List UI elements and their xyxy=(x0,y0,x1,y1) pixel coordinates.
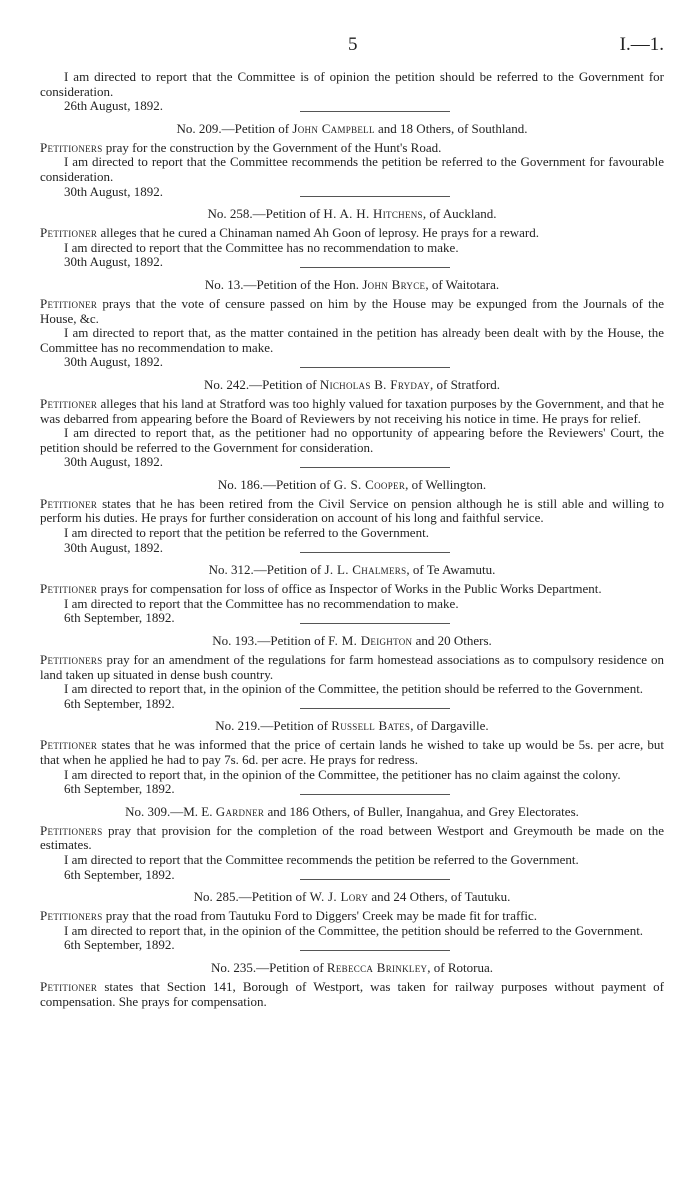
separator-rule xyxy=(300,467,450,468)
petition-entry xyxy=(40,879,664,953)
petition-summary xyxy=(40,909,664,924)
petition-number: No. 209.—Petition of xyxy=(176,120,293,136)
petition-origin: , of Rotorua. xyxy=(427,959,494,975)
petition-summary xyxy=(40,824,664,853)
page-number: 5 xyxy=(348,34,358,55)
petition-summary xyxy=(40,653,664,682)
petitioner-label: Petitioners xyxy=(40,908,103,924)
petition-entry xyxy=(40,950,664,1009)
petitioner-label: Petitioner xyxy=(40,978,98,994)
petitioner-label: Petitioner xyxy=(40,495,98,511)
petition-origin: , of Waitotara. xyxy=(425,276,500,292)
petition-entry xyxy=(40,794,664,882)
petitioner-label: Petitioner xyxy=(40,737,98,753)
report-date: 26th August, 1892. xyxy=(64,98,163,114)
petitioner-name: F. M. Deighton xyxy=(328,633,413,649)
petition-heading xyxy=(40,633,664,648)
petition-origin: , of Wellington. xyxy=(405,476,487,492)
petition-summary xyxy=(40,226,664,241)
petition-heading xyxy=(40,206,664,221)
petition-origin: , of Auckland. xyxy=(422,206,497,222)
separator-rule xyxy=(300,623,450,624)
petition-number: No. 242.—Petition of xyxy=(203,376,320,392)
petitioner-name: John Campbell xyxy=(292,120,375,136)
petition-summary xyxy=(40,582,664,597)
report-text: I am directed to report that the Committee recommends the petition be referred to the Government. xyxy=(64,851,579,867)
report-date: 30th August, 1892. xyxy=(64,254,163,270)
petition-summary xyxy=(40,397,664,426)
petition-origin: and 186 Others, of Buller, Inangahua, and Grey Electorates. xyxy=(264,803,579,819)
petition-origin: , of Te Awamutu. xyxy=(406,562,496,578)
separator-rule xyxy=(300,950,450,951)
petition-number: No. 13.—Petition of the Hon. xyxy=(204,276,363,292)
petition-number: No. 285.—Petition of xyxy=(193,889,310,905)
petitioner-name: H. A. H. Hitchens xyxy=(323,206,423,222)
petitioner-name: W. J. Lory xyxy=(309,889,369,905)
petitioner-name: Gardner xyxy=(215,803,265,819)
petitioner-name: Rebecca Brinkley xyxy=(326,959,428,975)
petition-origin: and 20 Others. xyxy=(412,633,492,649)
summary-text: pray that the road from Tautuku Ford to Diggers' Creek may be made fit for traffic. xyxy=(102,908,538,924)
petition-heading xyxy=(40,960,664,975)
petition-origin: , of Dargaville. xyxy=(410,718,489,734)
petition-summary xyxy=(40,297,664,326)
summary-text: prays that the vote of censure passed on him by the House may be expunged from the Journals of the House, &c. xyxy=(40,295,664,326)
petition-heading xyxy=(40,562,664,577)
petition-entry xyxy=(40,367,664,470)
petition-summary xyxy=(40,497,664,526)
petitioner-name: John Bryce xyxy=(362,276,426,292)
report-date: 30th August, 1892. xyxy=(64,183,163,199)
petition-heading xyxy=(40,277,664,292)
summary-text: states that he has been retired from the Civil Service on pension although he is still able and willing to perform his duties. He prays for further consideration on account of his long and faithful service. xyxy=(40,495,664,526)
continuation-block xyxy=(40,70,664,114)
petition-entry xyxy=(40,196,664,270)
petition-number: No. 309.—M. E. xyxy=(125,803,216,819)
petition-entry xyxy=(40,552,664,626)
report-date: 30th August, 1892. xyxy=(64,354,163,370)
separator-rule xyxy=(300,111,450,112)
summary-text: pray that provision for the completion of the road between Westport and Greymouth be made on the estimates. xyxy=(40,822,664,853)
report-date: 6th September, 1892. xyxy=(64,937,175,953)
report-text: I am directed to report that, in the opinion of the Committee, the petition should be referred to the Government. xyxy=(64,922,644,938)
separator-rule xyxy=(300,552,450,553)
petition-heading xyxy=(40,121,664,136)
report-date: 30th August, 1892. xyxy=(64,539,163,555)
report-text: I am directed to report that, in the opinion of the Committee, the petitioner has no claim against the colony. xyxy=(64,766,621,782)
petitioner-label: Petitioners xyxy=(40,139,103,155)
report-text: I am directed to report that the Committee has no recommendation to make. xyxy=(64,239,459,255)
separator-rule xyxy=(300,879,450,880)
report-text: I am directed to report that the petition be referred to the Government. xyxy=(64,525,429,541)
report-date: 6th September, 1892. xyxy=(64,610,175,626)
petitioner-name: J. L. Chalmers xyxy=(324,562,407,578)
separator-rule xyxy=(300,708,450,709)
separator-rule xyxy=(300,794,450,795)
report-date: 6th September, 1892. xyxy=(64,781,175,797)
petition-number: No. 312.—Petition of xyxy=(208,562,325,578)
petition-summary xyxy=(40,141,664,156)
report-date: 30th August, 1892. xyxy=(64,454,163,470)
petition-heading xyxy=(40,804,664,819)
petition-entry xyxy=(40,111,664,199)
separator-rule xyxy=(300,267,450,268)
separator-rule xyxy=(300,196,450,197)
page-header xyxy=(0,34,700,56)
report-text: I am directed to report that, as the petitioner had no opportunity of appearing before the Reviewers' Court, the petition should be referred to the Government for consideration. xyxy=(40,425,664,455)
petition-number: No. 219.—Petition of xyxy=(215,718,332,734)
petition-origin: and 24 Others, of Tautuku. xyxy=(368,889,511,905)
petitioner-name: G. S. Cooper xyxy=(333,476,406,492)
petition-heading xyxy=(40,477,664,492)
petition-entry xyxy=(40,623,664,711)
summary-text: alleges that his land at Stratford was too highly valued for taxation purposes by the Government, and that he was debarred from appearing before the Board of Reviewers by not receiving his notice in time. He prays for relief. xyxy=(40,395,664,426)
petition-origin: , of Stratford. xyxy=(430,376,501,392)
petitioner-label: Petitioner xyxy=(40,225,98,241)
petition-number: No. 186.—Petition of xyxy=(217,476,334,492)
petitioner-label: Petitioners xyxy=(40,652,103,668)
petition-origin: and 18 Others, of Southland. xyxy=(374,120,528,136)
petition-heading xyxy=(40,889,664,904)
petition-number: No. 193.—Petition of xyxy=(212,633,329,649)
petition-summary xyxy=(40,738,664,767)
page-reference: I.—1. xyxy=(619,34,664,55)
summary-text: pray for an amendment of the regulations for farm homestead associations as to compulsory residence on land taken up situated in dense bush country. xyxy=(40,652,664,682)
petition-summary xyxy=(40,980,664,1009)
report-text: I am directed to report that the Committee recommends the petition be referred to the Government for favourable consideration. xyxy=(40,154,664,184)
report-date: 6th September, 1892. xyxy=(64,695,175,711)
petition-entry xyxy=(40,708,664,796)
report-date: 6th September, 1892. xyxy=(64,866,175,882)
report-text: I am directed to report that, in the opinion of the Committee, the petition should be referred to the Government. xyxy=(64,681,644,697)
petition-entry xyxy=(40,267,664,370)
petition-number: No. 258.—Petition of xyxy=(207,206,324,222)
petitioner-name: Russell Bates xyxy=(331,718,411,734)
separator-rule xyxy=(300,367,450,368)
petitioner-label: Petitioners xyxy=(40,822,103,838)
summary-text: states that Section 141, Borough of Westport, was taken for railway purposes without payment of compensation. She prays for compensation. xyxy=(40,978,664,1009)
petitioner-label: Petitioner xyxy=(40,395,98,411)
summary-text: prays for compensation for loss of office as Inspector of Works in the Public Works Department. xyxy=(97,581,602,597)
report-text: I am directed to report that the Committee is of opinion the petition should be referred to the Government for consideration. xyxy=(40,69,664,99)
summary-text: pray for the construction by the Government of the Hunt's Road. xyxy=(102,139,442,155)
summary-text: states that he was informed that the price of certain lands he wished to take up would be 5s. per acre, but that when he applied he had to pay 7s. 6d. per acre. He prays for redress. xyxy=(40,737,664,767)
summary-text: alleges that he cured a Chinaman named Ah Goon of leprosy. He prays for a reward. xyxy=(97,225,539,241)
petition-heading xyxy=(40,718,664,733)
petitioner-name: Nicholas B. Fryday xyxy=(319,376,430,392)
report-text: I am directed to report that the Committee has no recommendation to make. xyxy=(64,595,459,611)
document-body xyxy=(40,70,664,1009)
report-text: I am directed to report that, as the matter contained in the petition has already been dealt with by the House, the Committee has no recommendation to make. xyxy=(40,325,664,355)
petition-entry xyxy=(40,467,664,555)
petition-number: No. 235.—Petition of xyxy=(210,959,327,975)
petitioner-label: Petitioner xyxy=(40,581,98,597)
petition-heading xyxy=(40,377,664,392)
petitioner-label: Petitioner xyxy=(40,295,98,311)
